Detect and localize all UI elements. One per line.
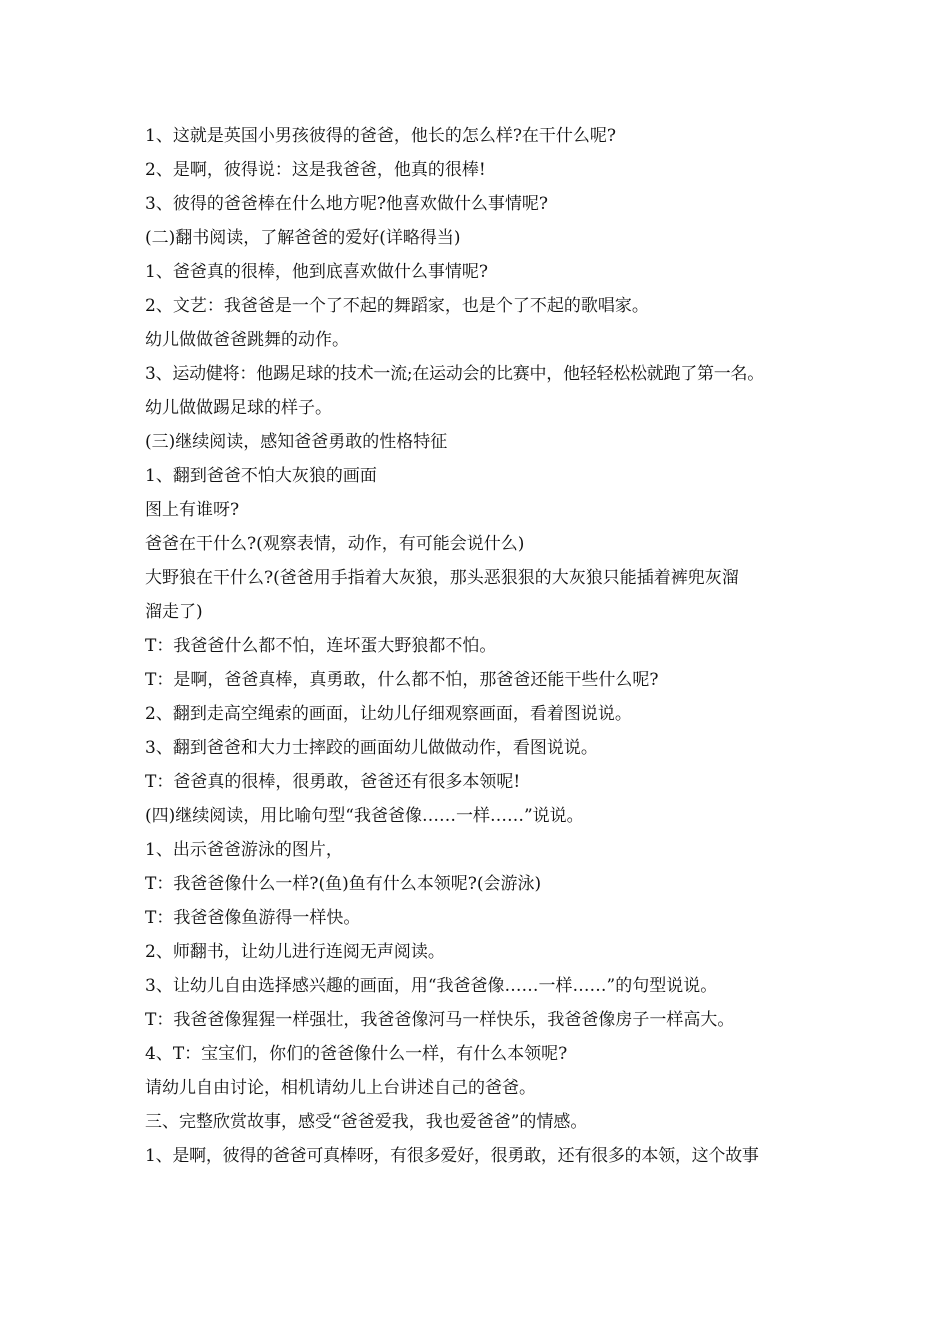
text-line: T：我爸爸像鱼游得一样快。: [145, 908, 361, 928]
text-line: 2、师翻书，让幼儿进行连阅无声阅读。: [145, 942, 445, 962]
text-line: 1、出示爸爸游泳的图片，: [145, 840, 343, 860]
text-line: T：我爸爸像什么一样?(鱼)鱼有什么本领呢?(会游泳): [145, 874, 542, 894]
text-line: 1、这就是英国小男孩彼得的爸爸，他长的怎么样?在干什么呢?: [145, 126, 617, 146]
text-line: 3、运动健将：他踢足球的技术一流;在运动会的比赛中，他轻轻松松就跑了第一名。: [145, 364, 765, 384]
text-line: 幼儿做做踢足球的样子。: [145, 398, 332, 418]
text-line: 1、翻到爸爸不怕大灰狼的画面: [145, 466, 377, 486]
text-line: 3、彼得的爸爸棒在什么地方呢?他喜欢做什么事情呢?: [145, 194, 549, 214]
text-line: T：爸爸真的很棒，很勇敢，爸爸还有很多本领呢!: [145, 772, 521, 792]
text-line: 2、翻到走高空绳索的画面，让幼儿仔细观察画面，看着图说说。: [145, 704, 632, 724]
text-line: 3、翻到爸爸和大力士摔跤的画面幼儿做做动作，看图说说。: [145, 738, 598, 758]
document-body: [145, 119, 825, 1173]
text-line: 2、文艺：我爸爸是一个了不起的舞蹈家，也是个了不起的歌唱家。: [145, 296, 649, 316]
text-line: 幼儿做做爸爸跳舞的动作。: [145, 330, 349, 350]
section-heading: (三)继续阅读，感知爸爸勇敢的性格特征: [145, 432, 448, 452]
text-line: 1、爸爸真的很棒，他到底喜欢做什么事情呢?: [145, 262, 488, 282]
text-line: 2、是啊，彼得说：这是我爸爸，他真的很棒!: [145, 160, 486, 180]
text-line: T：我爸爸什么都不怕，连坏蛋大野狼都不怕。: [145, 636, 497, 656]
section-heading: (四)继续阅读，用比喻句型“我爸爸像……一样……”说说。: [145, 806, 584, 826]
text-line: 请幼儿自由讨论，相机请幼儿上台讲述自己的爸爸。: [145, 1078, 536, 1098]
text-line: 图上有谁呀?: [145, 500, 240, 520]
text-line: 1、是啊，彼得的爸爸可真棒呀，有很多爱好，很勇敢，还有很多的本领，这个故事: [145, 1146, 759, 1166]
section-heading: (二)翻书阅读，了解爸爸的爱好(详略得当): [145, 228, 461, 248]
text-line: T：我爸爸像猩猩一样强壮，我爸爸像河马一样快乐，我爸爸像房子一样高大。: [145, 1010, 735, 1030]
text-line: T：是啊，爸爸真棒，真勇敢，什么都不怕，那爸爸还能干些什么呢?: [145, 670, 659, 690]
section-heading: 三、完整欣赏故事，感受“爸爸爱我，我也爱爸爸”的情感。: [145, 1112, 588, 1132]
text-line: 3、让幼儿自由选择感兴趣的画面，用“我爸爸像……一样……”的句型说说。: [145, 976, 718, 996]
text-line: 大野狼在干什么?(爸爸用手指着大灰狼，那头恶狠狠的大灰狼只能插着裤兜灰溜: [145, 568, 739, 588]
text-line: 4、T：宝宝们，你们的爸爸像什么一样，有什么本领呢?: [145, 1044, 568, 1064]
text-line: 爸爸在干什么?(观察表情，动作，有可能会说什么): [145, 534, 525, 554]
text-line: 溜走了): [145, 602, 203, 622]
